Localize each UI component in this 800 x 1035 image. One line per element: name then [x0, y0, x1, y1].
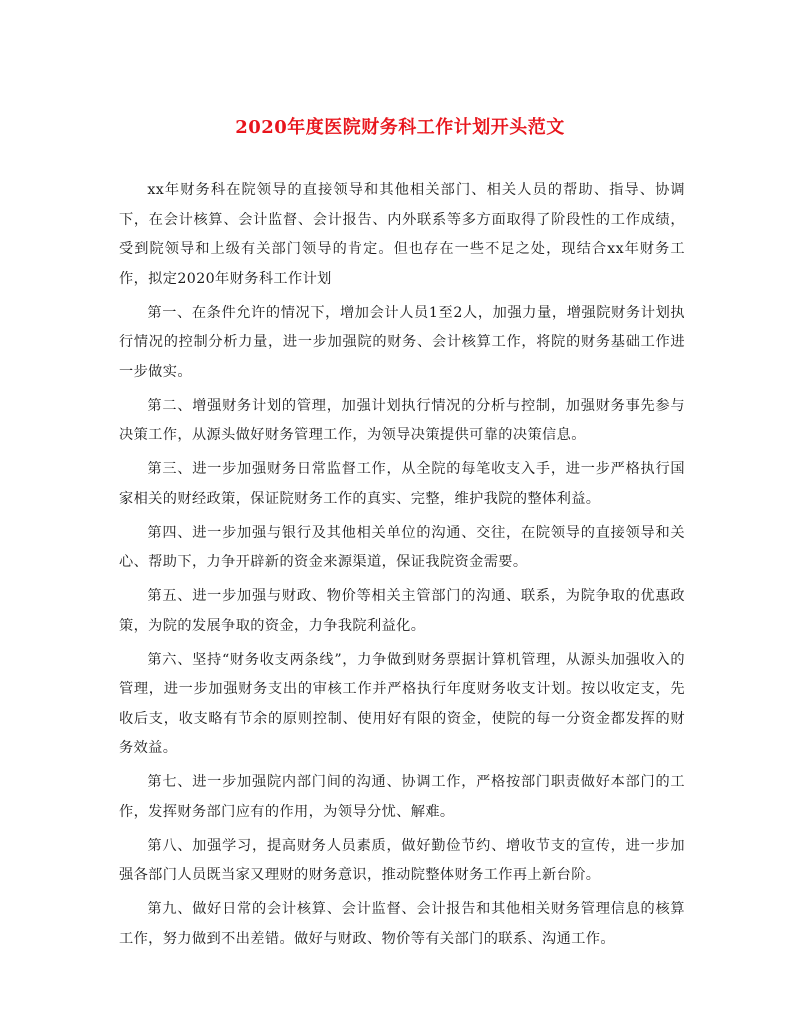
- paragraph-intro: xx年财务科在院领导的直接领导和其他相关部门、相关人员的帮助、指导、协调下，在会计核算、会计监督、会计报告、内外联系等多方面取得了阶段性的工作成绩，受到院领导和上级有关部门领导的肯定。但也存在一些不足之处，现结合xx年财务工作，拟定2020年财务科工作计划: [119, 182, 685, 287]
- paragraph-3: 第三、进一步加强财务日常监督工作，从全院的每笔收支入手，进一步严格执行国家相关的财经政策，保证院财务工作的真实、完整，维护我院的整体利益。: [119, 461, 685, 507]
- document-title: 2020年度医院财务科工作计划开头范文: [235, 117, 565, 138]
- paragraph-5: 第五、进一步加强与财政、物价等相关主管部门的沟通、联系，为院争取的优惠政策，为院的发展争取的资金，力争我院利益化。: [119, 588, 685, 634]
- document-body: [119, 176, 685, 959]
- paragraph-7: 第七、进一步加强院内部门间的沟通、协调工作，严格按部门职责做好本部门的工作，发挥财务部门应有的作用，为领导分忧、解难。: [119, 774, 685, 820]
- paragraph-6: 第六、坚持“财务收支两条线”，力争做到财务票据计算机管理，从源头加强收入的管理，进一步加强财务支出的审核工作并严格执行年度财务收支计划。按以收定支，先收后支，收支略有节余的原则控制、使用好有限的资金，使院的每一分资金都发挥的财务效益。: [119, 651, 685, 756]
- paragraph-9: 第九、做好日常的会计核算、会计监督、会计报告和其他相关财务管理信息的核算工作，努力做到不出差错。做好与财政、物价等有关部门的联系、沟通工作。: [119, 901, 685, 947]
- paragraph-1: 第一、在条件允许的情况下，增加会计人员1至2人，加强力量，增强院财务计划执行情况的控制分析力量，进一步加强院的财务、会计核算工作，将院的财务基础工作进一步做实。: [119, 304, 685, 380]
- paragraph-2: 第二、增强财务计划的管理，加强计划执行情况的分析与控制，加强财务事先参与决策工作，从源头做好财务管理工作，为领导决策提供可靠的决策信息。: [119, 397, 685, 443]
- paragraph-8: 第八、加强学习，提高财务人员素质，做好勤俭节约、增收节支的宣传，进一步加强各部门人员既当家又理财的财务意识，推动院整体财务工作再上新台阶。: [119, 837, 685, 883]
- paragraph-4: 第四、进一步加强与银行及其他相关单位的沟通、交往，在院领导的直接领导和关心、帮助下，力争开辟新的资金来源渠道，保证我院资金需要。: [119, 524, 685, 570]
